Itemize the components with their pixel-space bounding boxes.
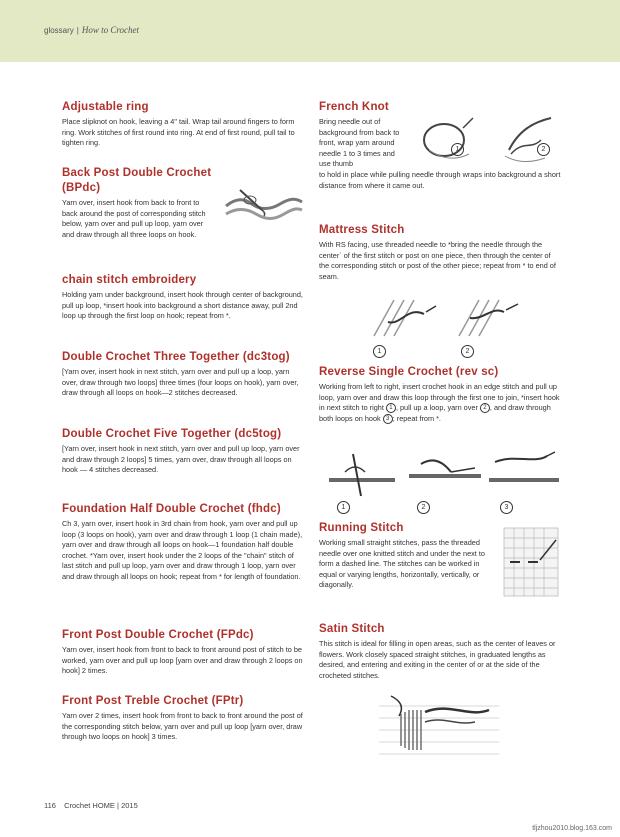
scallop-border [0, 46, 620, 68]
step-number: 2 [417, 501, 430, 514]
entry-title: Mattress Stitch [319, 224, 405, 236]
glossary-entry [62, 273, 306, 322]
entry-text-continued: to hold in place while pulling needle through wraps into background a short distance from where it came out. [319, 169, 561, 190]
entry-text-part: , pull up a loop, yarn over [395, 403, 478, 413]
step-number: 3 [500, 501, 513, 514]
running-stitch-illustration [502, 526, 560, 598]
entry-text: Place slipknot on hook, leaving a 4" tail. Wrap tail around fingers to form ring. Work stitches of first round into ring. At end of first round, pull tail to tighten ring. [62, 117, 295, 148]
watermark: tljzhou2010.blog.163.com [532, 825, 612, 832]
entry-text: Working small straight stitches, pass the threaded needle over one knitted stitch and under the next to form a dashed line. The stitches can be worked in equal or varying lengths, horizontally, vertically, or diagonally. [319, 538, 485, 590]
entry-text: [Yarn over, insert hook in next stitch, yarn over and pull up loop, yarn over and draw through 2 loops] 5 times, yarn over, draw through all loops on hook — 4 stitches decreased. [62, 444, 300, 475]
entry-text: Yarn over, insert hook from back to front to back around the post of corresponding stitch below, yarn over and pull up loop, yarn over and draw through all three loops on hook. [62, 198, 206, 239]
glossary-entry-satin [319, 622, 561, 681]
entry-title: Reverse Single Crochet (rev sc) [319, 366, 499, 378]
entry-text: [Yarn over, insert hook in next stitch, yarn over and pull up a loop, yarn over, draw through two loops] three times (four loops on hook), yarn over, draw through all loops on hook—2 stitches decreased. [62, 367, 299, 398]
magazine-name: Crochet HOME [64, 801, 115, 810]
header-separator: | [76, 26, 79, 35]
step-number: 2 [537, 143, 550, 156]
entry-title: Double Crochet Three Together (dc3tog) [62, 351, 290, 363]
glossary-entry-reverse-sc [319, 365, 561, 424]
entry-text [319, 382, 561, 424]
mattress-stitch-illustration [364, 296, 524, 342]
glossary-entry [62, 427, 306, 476]
step-number: 1 [373, 345, 386, 358]
glossary-entry [62, 166, 222, 240]
entry-title: Running Stitch [319, 522, 404, 534]
running-header [44, 25, 139, 35]
glossary-entry [62, 694, 306, 743]
glossary-entry [62, 628, 306, 677]
page-footer [44, 801, 138, 810]
entry-text: Holding yarn under background, insert hook through center of background, pull up loop, *insert hook into background a short distance away, pull 2nd loop up through the first loop on hook; repeat from *. [62, 290, 303, 321]
entry-text: Yarn over, insert hook from front to back to front around post of stitch to be worked, yarn over and pull up loop [yarn over and draw through 2 loops on hook] 2 times. [62, 645, 303, 676]
entry-text-part: , and draw through both loops on hook [319, 403, 551, 423]
french-knot-illustration [419, 110, 559, 172]
entry-text: Ch 3, yarn over, insert hook in 3rd chain from hook, yarn over and pull up loop (3 loops on hook), yarn over and draw through 1 loop (1 chain made), yarn over and draw through all loops on hook—1 foundation half double crochet. *Yarn over, insert hook under the 2 loops of the "chain" stitch of last stitch and pull up loop, yarn over and draw through 1 loop, yarn over and draw through all loops on hook; repeat from * for length of foundation. [62, 519, 303, 581]
step-marker: 2 [480, 403, 490, 413]
entry-text: Yarn over 2 times, insert hook from front to back to front around the post of the corresponding stitch below, yarn over and pull up loop [yarn over, draw through two loops on hook] 3 times. [62, 711, 303, 742]
header-subtitle: How to Crochet [81, 25, 140, 35]
glossary-entry [62, 502, 306, 583]
step-marker: 3 [383, 414, 393, 424]
step-number: 2 [461, 345, 474, 358]
entry-title: Back Post Double Crochet (BPdc) [62, 167, 212, 194]
entry-text: Bring needle out of background from back to front, wrap yarn around needle 1 to 3 times and use thumb [319, 117, 400, 169]
glossary-entry [62, 350, 306, 399]
step-number: 1 [337, 501, 350, 514]
step-number: 1 [451, 143, 464, 156]
glossary-entry-mattress [319, 223, 561, 282]
reverse-sc-illustration [325, 450, 561, 500]
satin-stitch-illustration [379, 692, 499, 766]
entry-title: Foundation Half Double Crochet (fhdc) [62, 503, 281, 515]
entry-title: Double Crochet Five Together (dc5tog) [62, 428, 282, 440]
entry-text: This stitch is ideal for filling in open areas, such as the center of leaves or flowers. Work closely spaced straight stitches, in graduated lengths as desired, and entering and exiting in the center of or at the side of the crocheted stitches. [319, 639, 556, 680]
header-section: glossary [44, 26, 74, 35]
entry-title: Adjustable ring [62, 101, 149, 113]
entry-text-part: Working from left to right, insert crochet hook in an edge stitch and pull up loop, yarn over and draw this loop through the first one to join, *insert hook in next stitch to right [319, 382, 560, 413]
entry-text-part: ; repeat from *. [392, 413, 441, 423]
entry-title: Front Post Treble Crochet (FPtr) [62, 695, 244, 707]
entry-title: French Knot [319, 101, 389, 113]
issue-year: 2015 [121, 801, 138, 810]
bpdc-illustration [222, 180, 304, 228]
step-marker: 1 [386, 403, 396, 413]
glossary-entry [62, 100, 306, 149]
entry-text: With RS facing, use threaded needle to *bring the needle through the center` of the first stitch or post on one piece, then through the center of the corresponding stitch or post of the other piece; repeat from * to end of seam. [319, 240, 556, 281]
entry-title: chain stitch embroidery [62, 274, 197, 286]
entry-title: Front Post Double Crochet (FPdc) [62, 629, 254, 641]
page-number: 116 [44, 801, 56, 810]
entry-title: Satin Stitch [319, 623, 385, 635]
footer-separator: | [117, 801, 119, 810]
